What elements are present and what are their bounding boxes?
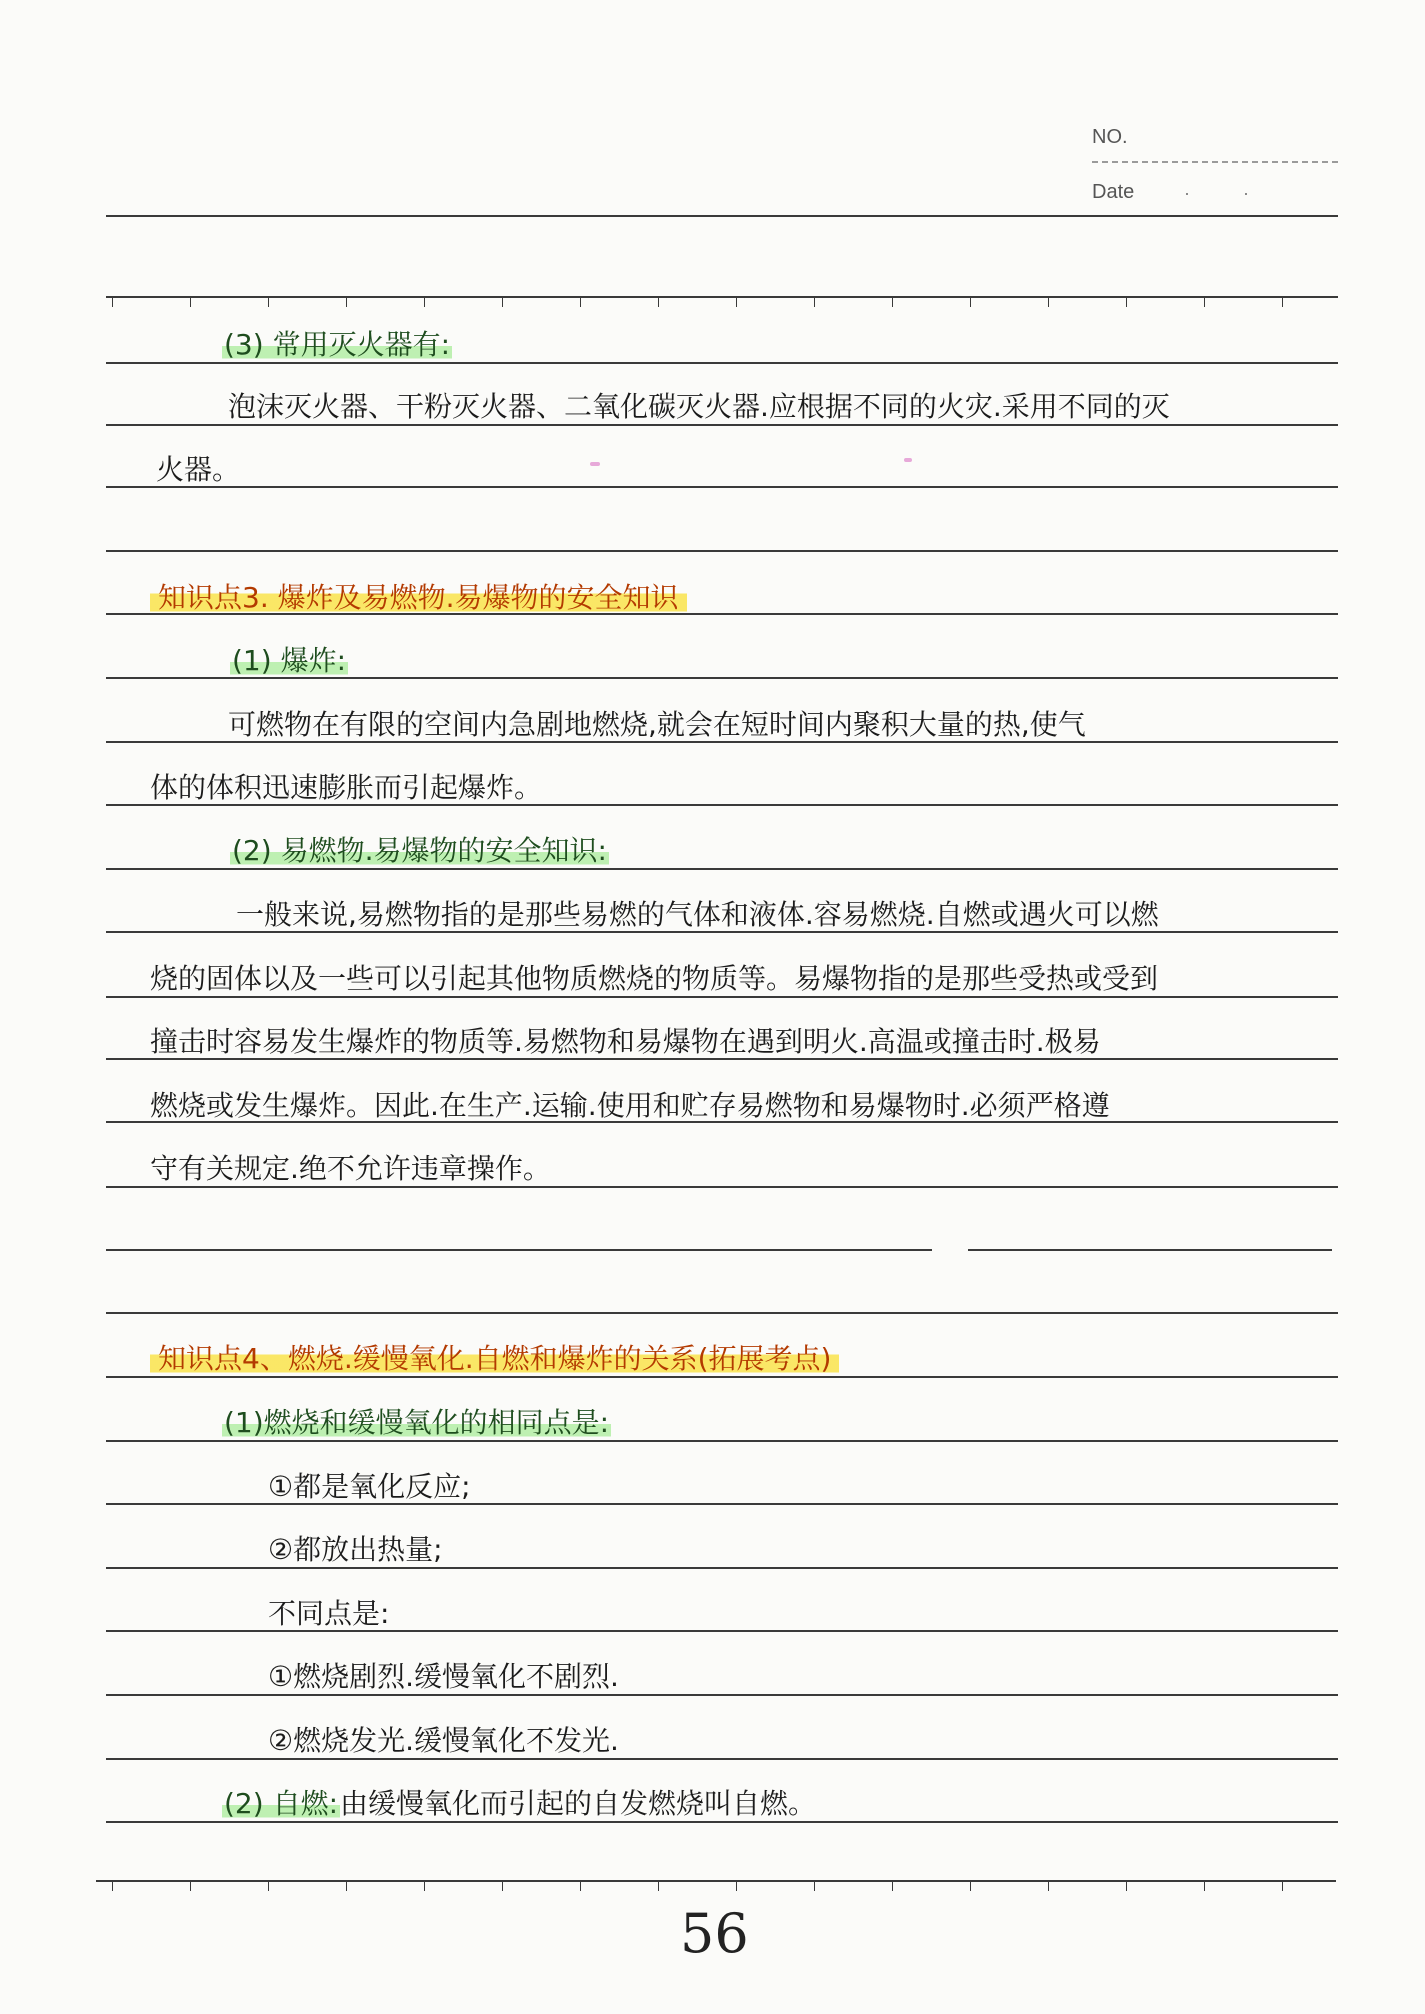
ruled-line xyxy=(106,1440,1338,1442)
ruled-line-right xyxy=(968,1249,1332,1251)
header-dashed-separator xyxy=(1092,161,1338,163)
ruled-line xyxy=(106,215,1338,217)
header-date-dots: · · xyxy=(1184,183,1273,203)
ruled-line xyxy=(106,1312,1338,1314)
knowledge-point-4-heading: 知识点4、燃烧.缓慢氧化.自燃和爆炸的关系(拓展考点) xyxy=(150,1342,839,1376)
list-item-same-1: ①都是氧化反应; xyxy=(268,1470,471,1503)
marker-speck xyxy=(904,458,912,462)
ruled-line xyxy=(106,486,1338,488)
body-text-line: 体的体积迅速膨胀而引起爆炸。 xyxy=(150,771,543,804)
header-no-label: NO. xyxy=(1092,126,1128,148)
list-item-diff-1: ①燃烧剧烈.缓慢氧化不剧烈. xyxy=(268,1660,619,1693)
ruled-line xyxy=(106,362,1338,364)
spontaneous-combustion-label: (2) 自燃: xyxy=(224,1787,338,1820)
subsection-spontaneous-combustion xyxy=(222,1787,816,1821)
ruled-line xyxy=(106,550,1338,552)
spontaneous-combustion-definition: 由缓慢氧化而引起的自发燃烧叫自燃。 xyxy=(340,1787,817,1820)
ruled-line-ticks xyxy=(112,1881,1332,1891)
ruled-line xyxy=(106,1567,1338,1569)
subsection-comparison-title: (1)燃烧和缓慢氧化的相同点是: xyxy=(224,1406,610,1439)
body-text-line: 燃烧或发生爆炸。因此.在生产.运输.使用和贮存易燃物和易爆物时.必须严格遵 xyxy=(150,1089,1110,1122)
ruled-line-left xyxy=(106,1249,932,1251)
list-item-diff-2: ②燃烧发光.缓慢氧化不发光. xyxy=(268,1724,619,1757)
ruled-line xyxy=(106,1186,1338,1188)
ruled-line xyxy=(106,868,1338,870)
ruled-line xyxy=(106,996,1338,998)
ruled-line xyxy=(106,1376,1338,1378)
difference-label: 不同点是: xyxy=(268,1597,390,1630)
ruled-line xyxy=(106,1694,1338,1696)
body-text-line: 撞击时容易发生爆炸的物质等.易燃物和易爆物在遇到明火.高温或撞击时.极易 xyxy=(150,1025,1101,1058)
ruled-line xyxy=(106,1758,1338,1760)
header-date-label: Date xyxy=(1092,181,1135,203)
body-text-line: 可燃物在有限的空间内急剧地燃烧,就会在短时间内聚积大量的热,使气 xyxy=(228,708,1086,741)
subsection-explosion-title: (1) 爆炸: xyxy=(232,644,346,677)
ruled-line-ticks xyxy=(112,297,1332,307)
ruled-line xyxy=(106,424,1338,426)
subsection-safety-title: (2) 易燃物.易爆物的安全知识: xyxy=(232,834,607,867)
ruled-line xyxy=(106,1821,1338,1823)
list-item-same-2: ②都放出热量; xyxy=(268,1533,443,1566)
body-text-line: 一般来说,易燃物指的是那些易燃的气体和液体.容易燃烧.自燃或遇火可以燃 xyxy=(236,898,1159,931)
knowledge-point-3-heading: 知识点3. 爆炸及易燃物.易爆物的安全知识 xyxy=(150,581,687,615)
page-number: 56 xyxy=(680,1902,749,1965)
body-text-line: 泡沫灭火器、干粉灭火器、二氧化碳灭火器.应根据不同的火灾.采用不同的灭 xyxy=(228,390,1170,423)
subsection-3-title: (3) 常用灭火器有: xyxy=(224,328,450,361)
body-text-line: 烧的固体以及一些可以引起其他物质燃烧的物质等。易爆物指的是那些受热或受到 xyxy=(150,962,1159,995)
marker-speck xyxy=(590,462,600,466)
body-text-line: 守有关规定.绝不允许违章操作。 xyxy=(150,1152,551,1185)
body-text-line: 火器。 xyxy=(156,453,241,486)
